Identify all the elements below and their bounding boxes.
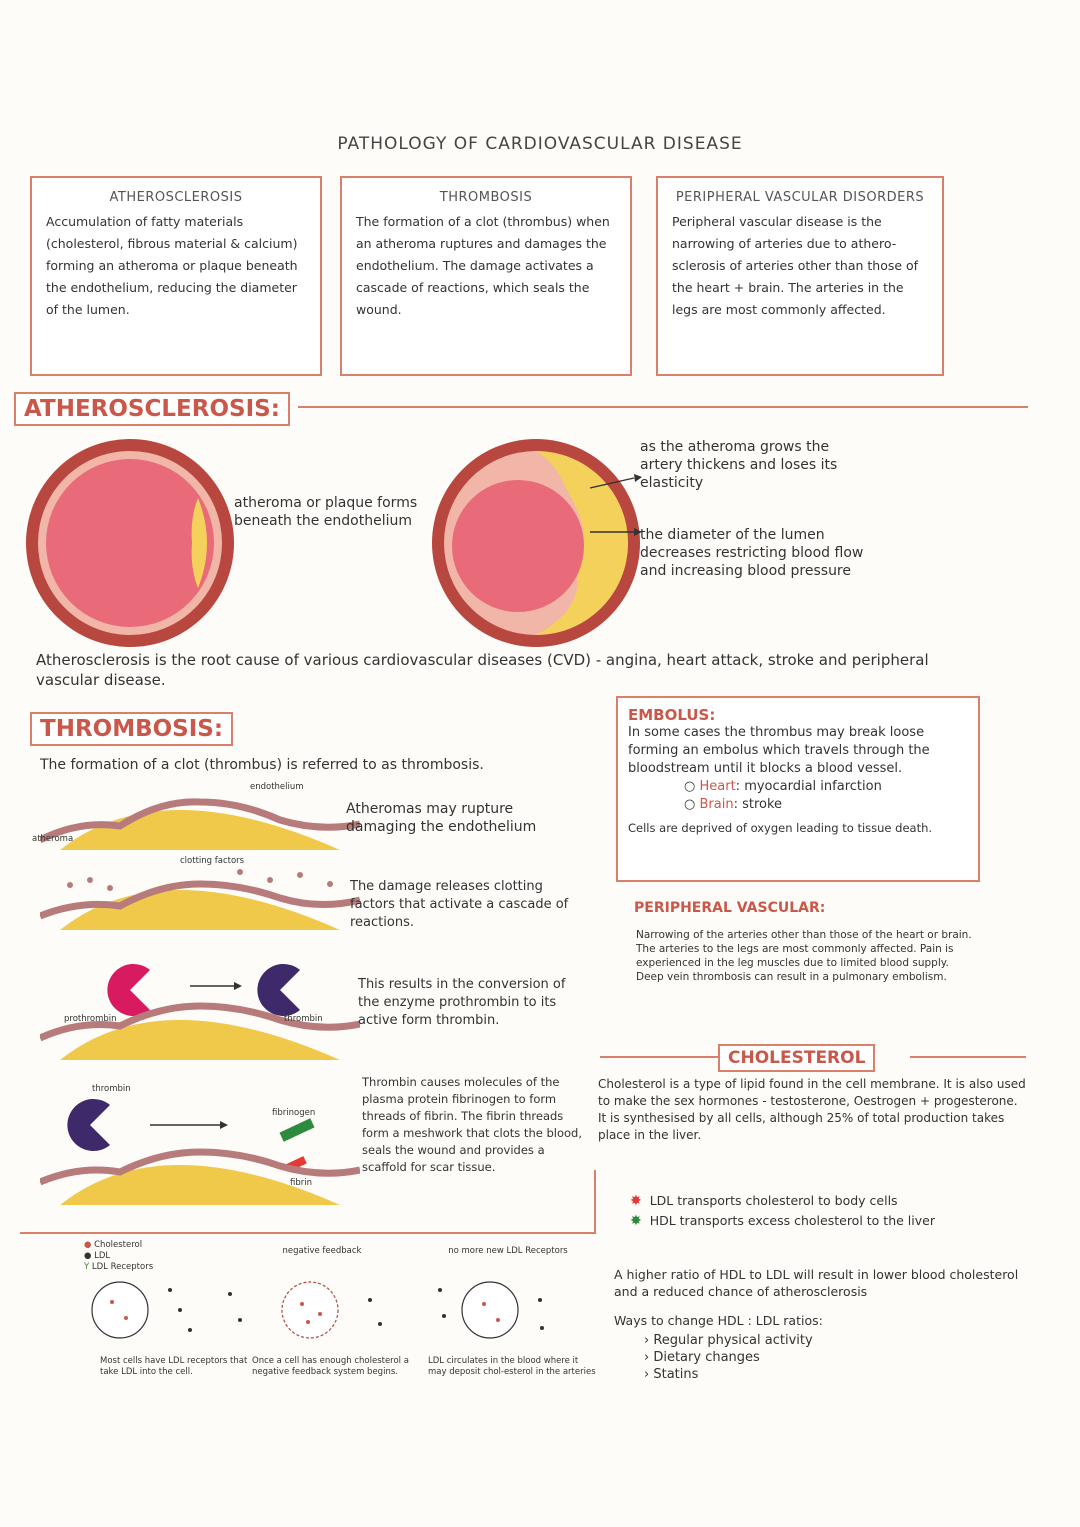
embolus-box [616,696,980,882]
ldl-cell-top-3: no more new LDL Receptors [448,1246,568,1256]
ldl-line: ✸ LDL transports cholesterol to body cells [630,1193,898,1209]
legend-cholesterol: Cholesterol [94,1240,143,1250]
thrombosis-step-1: Atheromas may rupture damaging the endothelium [346,801,537,835]
peripheral-text: Narrowing of the arteries other than those of the heart or brain. The arteries to the legs are most commonly affected. Pain is experienced in the leg muscles due to limited blood supply. Deep vein thrombosis can result in a pulmonary embolism. [636,929,972,983]
cholesterol-rule-left [600,1056,718,1058]
thrombosis-cascade-diagram [40,780,360,1210]
ratio-text: A higher ratio of HDL to LDL will result in lower blood cholesterol and a reduced chance of atherosclerosis [614,1267,1019,1299]
definition-box-atherosclerosis [30,176,322,376]
page-title: PATHOLOGY OF CARDIOVASCULAR DISEASE [337,134,743,154]
artery-diagram-small-plaque [20,428,240,658]
plaque-label: atheroma or plaque forms beneath the endothelium [234,495,418,529]
box-text: The formation of a clot (thrombus) when an atheroma ruptures and damages the endothelium. The damage activates a cascade of reactions, which seals the wound. [356,214,610,317]
ldl-cell-caption-1: Most cells have LDL receptors that take LDL into the cell. [100,1356,248,1377]
thrombosis-intro: The formation of a clot (thrombus) is referred to as thrombosis. [40,757,484,773]
ways-list [644,1332,944,1383]
ldl-cell-diagrams [80,1270,560,1350]
section-rule [298,406,1028,408]
label-fibrinogen: fibrinogen [272,1108,316,1118]
embolus-text: In some cases the thrombus may break loose forming an embolus which travels through the bloodstream until it blocks a blood vessel. [628,725,930,776]
thrombosis-step-4: Thrombin causes molecules of the plasma protein fibrinogen to form threads of fibrin. The fibrin threads form a meshwork that clots the blood, seals the wound and provides a scaffold for scar tissue. [362,1075,582,1174]
ldl-legend: ● Cholesterol ● LDL Y LDL Receptors [84,1240,154,1272]
ldl-cell-top-2: negative feedback [282,1246,362,1256]
definition-box-thrombosis [340,176,632,376]
ways-title: Ways to change HDL : LDL ratios: [614,1313,823,1328]
legend-ldl-receptors: LDL Receptors [91,1262,154,1272]
legend-ldl: LDL [94,1251,111,1261]
list-item: › Dietary changes [644,1350,760,1365]
cholesterol-rule-right [910,1056,1026,1058]
thrombosis-step-2: The damage releases clotting factors that activate a cascade of reactions. [350,879,569,930]
ldl-cell-caption-2: Once a cell has enough cholesterol a negative feedback system begins. [252,1356,409,1377]
box-heading: ATHEROSCLEROSIS [109,190,243,205]
label-prothrombin: prothrombin [64,1014,117,1024]
atheroma-note-1: as the atheroma grows the artery thickens and loses its elasticity [640,439,838,491]
cholesterol-heading: CHOLESTEROL [718,1044,875,1072]
section-heading-atherosclerosis: ATHEROSCLEROSIS: [14,392,290,426]
list-item: › Regular physical activity [644,1333,813,1348]
label-clotting-factors: clotting factors [180,856,245,866]
thrombosis-step-3: This results in the conversion of the enzyme prothrombin to its active form thrombin. [358,977,566,1028]
box-heading: THROMBOSIS [439,190,533,205]
cholesterol-text: Cholesterol is a type of lipid found in the cell membrane. It is also used to make the sex hormones - testosterone, Oestrogen + progesterone. It is synthesised by all cells, although 25% of total production takes place in the liver. [598,1077,1026,1142]
box-text: Accumulation of fatty materials (cholesterol, fibrous material & calcium) forming an atheroma or plaque beneath the endothelium, reducing the diameter of the lumen. [46,214,298,317]
list-item: › Statins [644,1367,699,1382]
atheroma-note-2: the diameter of the lumen decreases restricting blood flow and increasing blood pressure [640,527,864,579]
label-endothelium: endothelium [250,782,304,792]
label-thrombin: thrombin [284,1014,323,1024]
embolus-footer: Cells are deprived of oxygen leading to tissue death. [628,821,933,835]
peripheral-heading: PERIPHERAL VASCULAR: [634,900,826,916]
section-heading-thrombosis: THROMBOSIS: [30,712,233,746]
box-text: Peripheral vascular disease is the narrowing of arteries due to athero-sclerosis of arteries other than those of the heart + brain. The arteries in the legs are most commonly affected. [672,214,919,317]
thrombosis-rule-vertical [594,1170,596,1234]
label-fibrin: fibrin [290,1178,312,1188]
artery-diagram-large-plaque [426,428,646,658]
hdl-line: ✸ HDL transports excess cholesterol to the liver [630,1213,935,1229]
thrombosis-rule [20,1232,596,1234]
definition-box-peripheral [656,176,944,376]
embolus-heart: ○ Heart: myocardial infarction [684,779,882,794]
embolus-heading: EMBOLUS: [628,706,716,724]
embolus-brain: ○ Brain: stroke [684,797,783,812]
atherosclerosis-summary: Atherosclerosis is the root cause of various cardiovascular diseases (CVD) - angina, heart attack, stroke and peripheral vascular disease. [36,651,929,689]
box-heading: PERIPHERAL VASCULAR DISORDERS [675,190,925,205]
label-atheroma: atheroma [32,834,74,844]
label-thrombin-2: thrombin [92,1084,131,1094]
ldl-cell-caption-3: LDL circulates in the blood where it may deposit chol-esterol in the arteries [428,1356,596,1377]
